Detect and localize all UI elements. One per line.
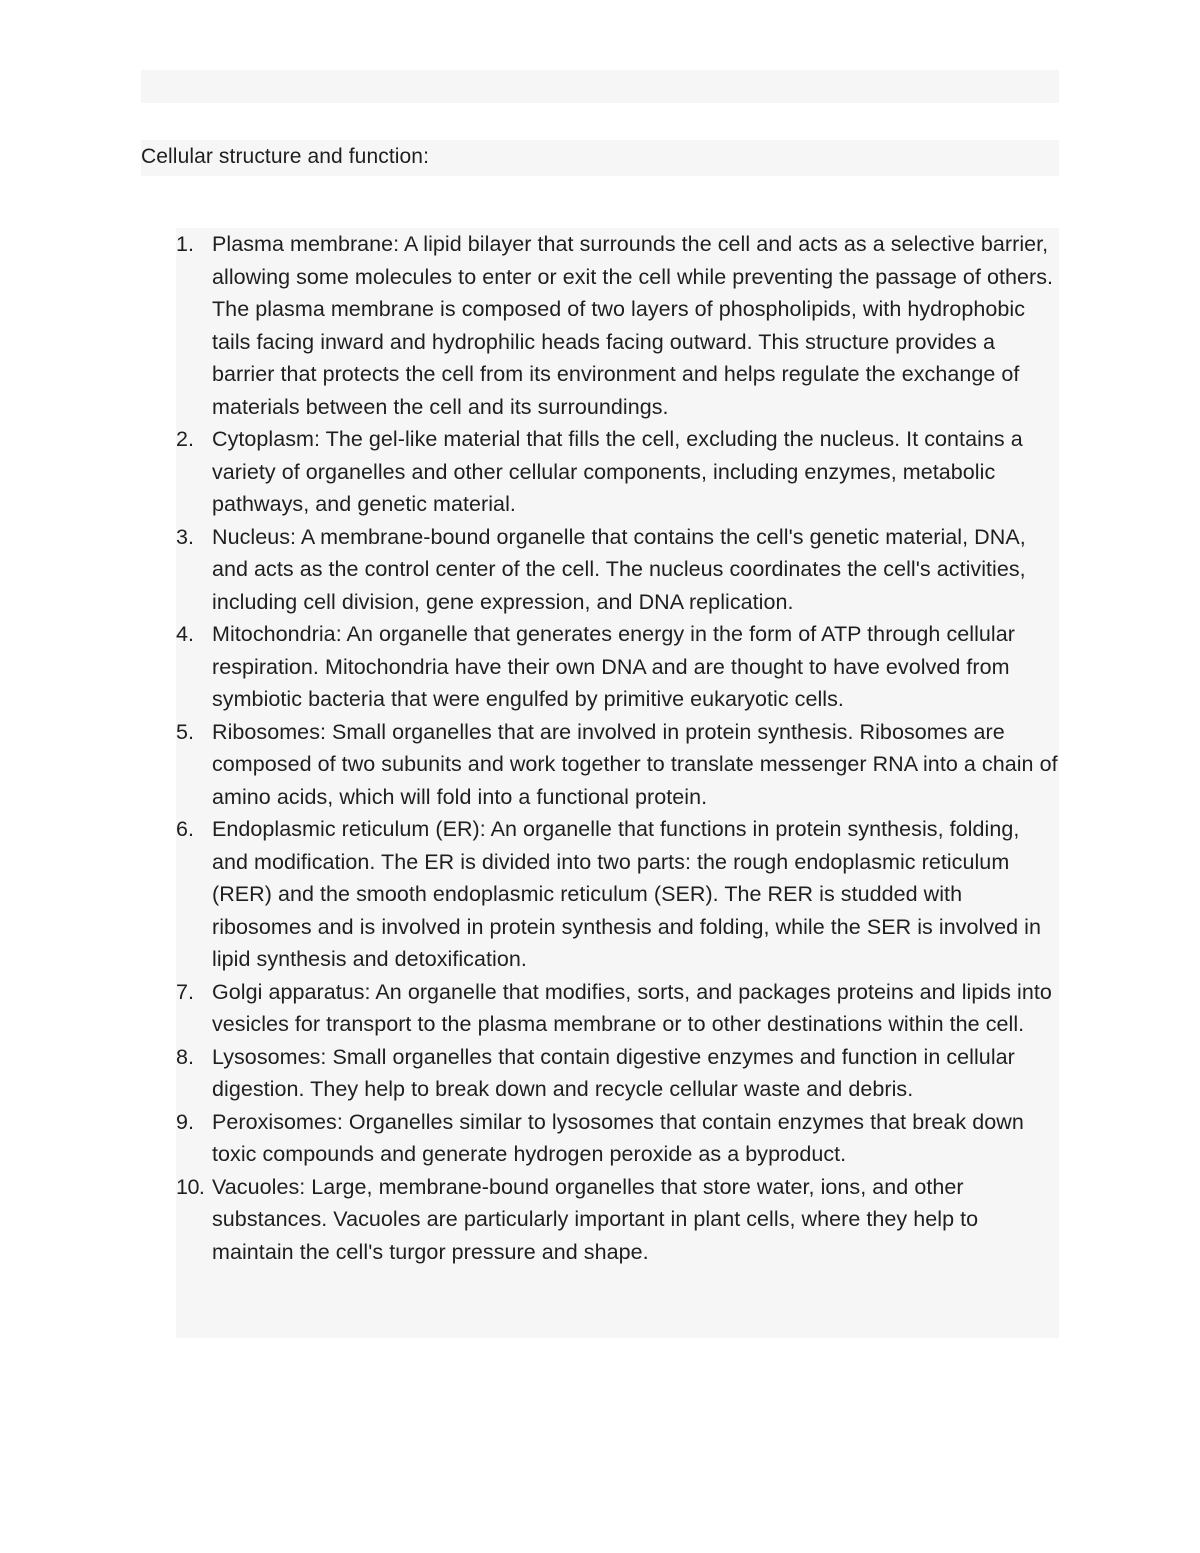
empty-highlight-band [141,70,1059,103]
list-item-vacuoles [141,1171,1059,1269]
list-item-number: 4. [176,622,195,646]
list-item-cytoplasm [141,423,1059,521]
list-item-plasma-membrane [141,228,1059,423]
list-item-number: 7. [176,979,195,1004]
list-item-ribosomes [141,716,1059,814]
list-item-nucleus [141,521,1059,619]
list-item-number: 3. [176,524,195,549]
list-item-mitochondria [141,618,1059,716]
list-item-text: Vacuoles: Large, membrane-bound organelles that store water, ions, and other substances. Vacuoles are particularly important in plant cells, where they help to maintain the cell's turgor pressure and shape. [212,1174,979,1264]
list-item-number: 5. [176,719,195,744]
list-item-number: 8. [176,1044,195,1069]
list-item-number: 1. [176,232,195,256]
document-heading: Cellular structure and function: [141,145,430,168]
list-item-lysosomes [141,1041,1059,1106]
list-item-number: 6. [176,817,195,841]
list-item-text: Golgi apparatus: An organelle that modifies, sorts, and packages proteins and lipids into vesicles for transport to the plasma membrane or to other destinations within the cell. [212,979,1052,1036]
list-item-peroxisomes [141,1106,1059,1171]
list-item-number: 9. [176,1109,195,1134]
list-item-text: Nucleus: A membrane-bound organelle that contains the cell's genetic material, DNA, and acts as the control center of the cell. The nucleus coordinates the cell's activities, including cell division, gene expression, and DNA replication. [212,524,1026,614]
list-item-text: Lysosomes: Small organelles that contain digestive enzymes and function in cellular digestion. They help to break down and recycle cellular waste and debris. [212,1044,1015,1101]
list-item-text: Mitochondria: An organelle that generates energy in the form of ATP through cellular respiration. Mitochondria have their own DNA and are thought to have evolved from symbiotic bacteria that were engulfed by primitive eukaryotic cells. [212,622,1015,711]
list-item-number: 10. [176,1174,205,1199]
list-item-text: Ribosomes: Small organelles that are involved in protein synthesis. Ribosomes are composed of two subunits and work together to translate messenger RNA into a chain of amino acids, which will fold into a functional protein. [212,719,1058,809]
list-item-number: 2. [176,427,195,451]
list-item-endoplasmic-reticulum [141,813,1059,976]
list-item-golgi-apparatus [141,976,1059,1041]
organelle-list [141,228,1059,1268]
list-item-text: Peroxisomes: Organelles similar to lysosomes that contain enzymes that break down toxic compounds and generate hydrogen peroxide as a byproduct. [212,1109,1024,1166]
list-item-text: Endoplasmic reticulum (ER): An organelle that functions in protein synthesis, folding, and modification. The ER is divided into two parts: the rough endoplasmic reticulum (RER) and the smooth endoplasmic reticulum (SER). The RER is studded with ribosomes and is involved in protein synthesis and folding, while the SER is involved in lipid synthesis and detoxification. [212,817,1042,971]
list-item-text: Plasma membrane: A lipid bilayer that surrounds the cell and acts as a selective barrier, allowing some molecules to enter or exit the cell while preventing the passage of others. The plasma membrane is composed of two layers of phospholipids, with hydrophobic tails facing inward and hydrophilic heads facing outward. This structure provides a barrier that protects the cell from its environment and helps regulate the exchange of materials between the cell and its surroundings. [212,232,1054,419]
list-item-text: Cytoplasm: The gel-like material that fills the cell, excluding the nucleus. It contains a variety of organelles and other cellular components, including enzymes, metabolic pathways, and genetic material. [212,427,1023,516]
